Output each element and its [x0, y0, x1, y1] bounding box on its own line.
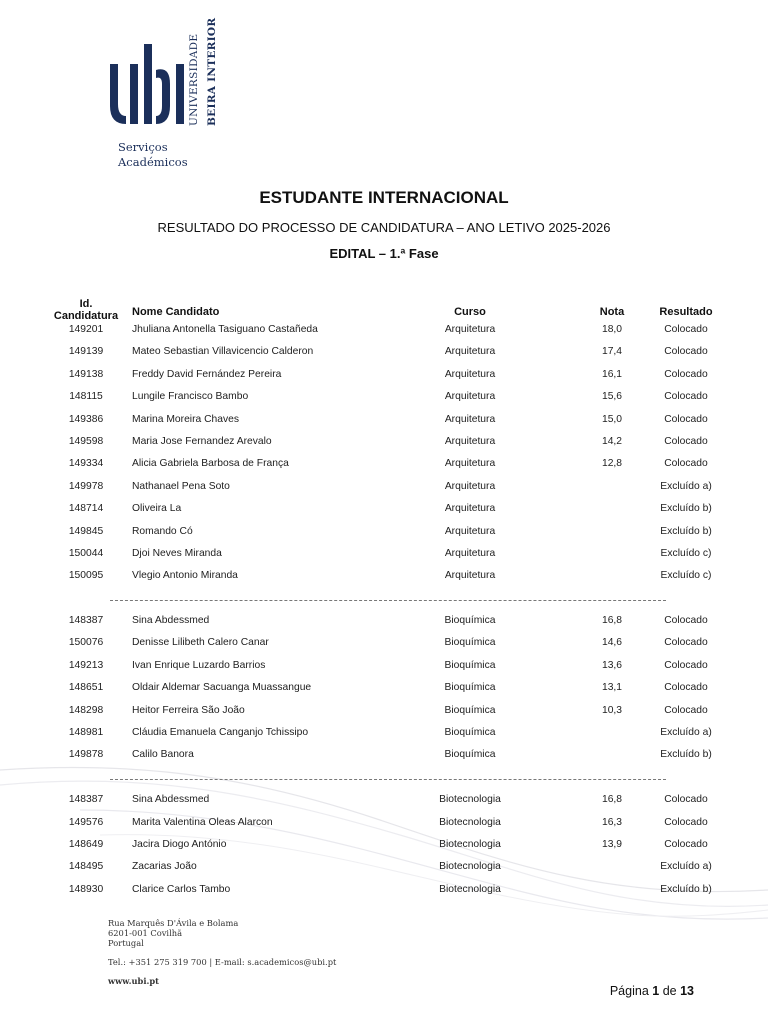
candidate-name: Jhuliana Antonella Tasiguano Castañeda: [132, 324, 318, 335]
candidate-id: 149138: [68, 368, 104, 380]
result-status: Colocado: [664, 838, 708, 850]
grade-value: 16,8: [601, 615, 623, 627]
result-status: Excluído b): [660, 525, 712, 537]
grade-value: 15,6: [601, 391, 623, 403]
result-status: Colocado: [664, 704, 708, 716]
separator-line: [110, 779, 666, 780]
candidate-name: Sina Abdessmed: [132, 615, 210, 627]
result-status: Excluído b): [660, 503, 712, 515]
table-row: [0, 857, 768, 879]
candidate-name: Alicia Gabriela Barbosa de França: [132, 458, 289, 470]
course-name: Biotecnologia: [439, 838, 501, 850]
candidate-id: 149213: [68, 659, 104, 671]
candidate-name: Zacarias João: [132, 861, 197, 873]
grade-value: 13,1: [601, 682, 623, 694]
candidate-name: Freddy David Fernández Pereira: [132, 368, 282, 380]
result-status: Colocado: [664, 413, 708, 425]
result-status: Colocado: [664, 391, 708, 403]
course-name: Bioquímica: [444, 659, 496, 671]
candidate-name: Ivan Enrique Luzardo Barrios: [132, 659, 266, 671]
result-status: Colocado: [664, 324, 708, 335]
edital-phase: EDITAL – 1.ª Fase: [329, 246, 439, 261]
table-row: [0, 745, 768, 767]
candidate-name: Oliveira La: [132, 503, 182, 515]
result-status: Excluído a): [660, 480, 712, 492]
candidate-id: 148651: [68, 682, 104, 694]
candidate-name: Cláudia Emanuela Canganjo Tchissipo: [132, 727, 309, 739]
course-name: Arquitetura: [444, 480, 496, 492]
total-pages: 13: [680, 984, 694, 998]
result-status: Colocado: [664, 794, 708, 806]
course-name: Bioquímica: [444, 727, 496, 739]
course-name: Biotecnologia: [439, 816, 501, 828]
table-row: [0, 813, 768, 835]
course-name: Bioquímica: [444, 615, 496, 627]
result-status: Excluído c): [660, 547, 712, 559]
course-name: Arquitetura: [444, 570, 496, 582]
results-table-body: [0, 320, 768, 902]
department-name-line1: Serviços: [118, 140, 168, 154]
table-row: [0, 835, 768, 857]
table-row: [0, 544, 768, 566]
table-row: [0, 499, 768, 521]
table-row: [0, 790, 768, 812]
candidate-id: 149845: [68, 525, 104, 537]
candidate-id: 148930: [68, 883, 104, 895]
result-status: Excluído c): [660, 570, 712, 582]
candidate-id: 148981: [68, 727, 104, 739]
candidate-name: Denisse Lilibeth Calero Canar: [132, 637, 269, 649]
candidate-name: Mateo Sebastian Villavicencio Calderon: [132, 346, 314, 358]
result-status: Colocado: [664, 458, 708, 470]
candidate-id: 149386: [68, 413, 104, 425]
grade-value: 13,6: [601, 659, 623, 671]
candidate-name: Calilo Banora: [132, 749, 194, 761]
table-row: [0, 365, 768, 387]
candidate-name: Vlegio Antonio Miranda: [132, 570, 238, 582]
candidate-id: 149598: [68, 435, 104, 447]
candidate-id: 149139: [68, 346, 104, 358]
footer-website-link[interactable]: www.ubi.pt: [108, 976, 159, 986]
grade-value: 13,9: [601, 838, 623, 850]
table-row: [0, 432, 768, 454]
course-name: Arquitetura: [444, 346, 496, 358]
course-name: Arquitetura: [444, 391, 496, 403]
table-row: [0, 701, 768, 723]
candidate-id: 148115: [69, 391, 103, 403]
course-name: Arquitetura: [444, 458, 496, 470]
address-line: Rua Marquês D'Ávila e Bolama: [108, 918, 239, 928]
candidate-name: Nathanael Pena Soto: [132, 480, 230, 492]
result-status: Colocado: [664, 816, 708, 828]
candidate-name: Oldair Aldemar Sacuanga Muassangue: [132, 682, 312, 694]
course-name: Arquitetura: [444, 324, 496, 335]
page-number: Página 1 de 13: [609, 984, 694, 998]
candidate-name: Djoi Neves Miranda: [132, 547, 222, 559]
address-line: 6201-001 Covilhã: [108, 928, 183, 938]
table-row: [0, 656, 768, 678]
course-name: Arquitetura: [444, 368, 496, 380]
grade-value: 12,8: [601, 458, 623, 470]
result-status: Colocado: [664, 346, 708, 358]
footer-address: [108, 918, 336, 948]
department-name-line2: Académicos: [118, 155, 188, 169]
candidate-name: Sina Abdessmed: [132, 794, 210, 806]
result-status: Colocado: [664, 368, 708, 380]
column-header-result: Resultado: [659, 306, 713, 318]
table-row: [0, 723, 768, 745]
result-status: Colocado: [664, 637, 708, 649]
table-row: [0, 522, 768, 544]
result-status: Colocado: [664, 682, 708, 694]
candidate-id: 150044: [68, 547, 104, 559]
result-status: Excluído a): [660, 727, 712, 739]
document-subtitle: RESULTADO DO PROCESSO DE CANDIDATURA – ANO LETIVO 2025-2026: [157, 220, 611, 235]
column-header-id: Id. Candidatura: [53, 298, 119, 322]
table-row: [0, 477, 768, 499]
course-name: Arquitetura: [444, 503, 496, 515]
candidate-id: 149576: [68, 816, 104, 828]
university-name-line2: BEIRA INTERIOR: [206, 17, 218, 126]
current-page: 1: [652, 984, 660, 998]
course-name: Bioquímica: [444, 704, 496, 716]
course-name: Bioquímica: [444, 637, 496, 649]
candidate-id: 149978: [68, 480, 104, 492]
separator-line: [110, 600, 666, 601]
candidate-name: Heitor Ferreira São João: [132, 704, 245, 716]
grade-value: 15,0: [601, 413, 623, 425]
table-row: [0, 678, 768, 700]
candidate-id: 150076: [68, 637, 104, 649]
grade-value: 14,2: [601, 435, 623, 447]
grade-value: 18,0: [601, 324, 623, 335]
result-status: Colocado: [664, 659, 708, 671]
candidate-id: 149201: [68, 324, 104, 335]
grade-value: 10,3: [601, 704, 623, 716]
column-header-grade: Nota: [599, 306, 625, 318]
column-header-course: Curso: [454, 306, 486, 318]
course-name: Arquitetura: [444, 547, 496, 559]
section-separator: [0, 768, 768, 790]
table-row: [0, 880, 768, 902]
candidate-name: Jacira Diogo António: [132, 838, 227, 850]
result-status: Excluído a): [660, 861, 712, 873]
ubi-logo-icon: [108, 34, 186, 134]
grade-value: 17,4: [601, 346, 623, 358]
course-name: Biotecnologia: [439, 883, 501, 895]
candidate-id: 149878: [68, 749, 104, 761]
candidate-name: Lungile Francisco Bambo: [132, 391, 249, 403]
result-status: Excluído b): [660, 749, 712, 761]
candidate-id: 148387: [68, 615, 104, 627]
table-row: [0, 454, 768, 476]
course-name: Arquitetura: [444, 525, 496, 537]
university-name-line1: UNIVERSIDADE: [188, 33, 200, 126]
footer: [108, 918, 336, 986]
grade-value: 16,8: [601, 794, 623, 806]
course-name: Biotecnologia: [439, 794, 501, 806]
table-row: [0, 633, 768, 655]
document-title: ESTUDANTE INTERNACIONAL: [259, 188, 509, 207]
university-logo: [108, 17, 238, 174]
candidate-name: Clarice Carlos Tambo: [132, 883, 231, 895]
course-name: Arquitetura: [444, 435, 496, 447]
course-name: Bioquímica: [444, 749, 496, 761]
footer-contact: Tel.: +351 275 319 700 | E-mail: s.academicos@ubi.pt: [108, 957, 337, 967]
candidate-id: 148714: [68, 503, 104, 515]
table-row: [0, 611, 768, 633]
table-row: [0, 320, 768, 342]
table-row: [0, 566, 768, 588]
candidate-name: Marina Moreira Chaves: [132, 413, 240, 425]
candidate-id: 148298: [68, 704, 104, 716]
course-name: Arquitetura: [444, 413, 496, 425]
candidate-id: 150095: [68, 570, 104, 582]
candidate-name: Marita Valentina Oleas Alarcon: [132, 816, 273, 828]
candidate-id: 148387: [68, 794, 104, 806]
grade-value: 16,1: [601, 368, 623, 380]
candidate-name: Romando Có: [132, 525, 193, 537]
candidate-name: Maria Jose Fernandez Arevalo: [132, 435, 272, 447]
result-status: Excluído b): [660, 883, 712, 895]
column-header-name: Nome Candidato: [132, 306, 220, 318]
candidate-id: 149334: [68, 458, 104, 470]
table-row: [0, 387, 768, 409]
grade-value: 16,3: [601, 816, 623, 828]
table-row: [0, 410, 768, 432]
candidate-id: 148649: [68, 838, 104, 850]
grade-value: 14,6: [601, 637, 623, 649]
result-status: Colocado: [664, 435, 708, 447]
address-line: Portugal: [108, 938, 144, 948]
candidate-id: 148495: [68, 861, 104, 873]
section-separator: [0, 589, 768, 611]
course-name: Bioquímica: [444, 682, 496, 694]
result-status: Colocado: [664, 615, 708, 627]
course-name: Biotecnologia: [439, 861, 501, 873]
table-row: [0, 342, 768, 364]
